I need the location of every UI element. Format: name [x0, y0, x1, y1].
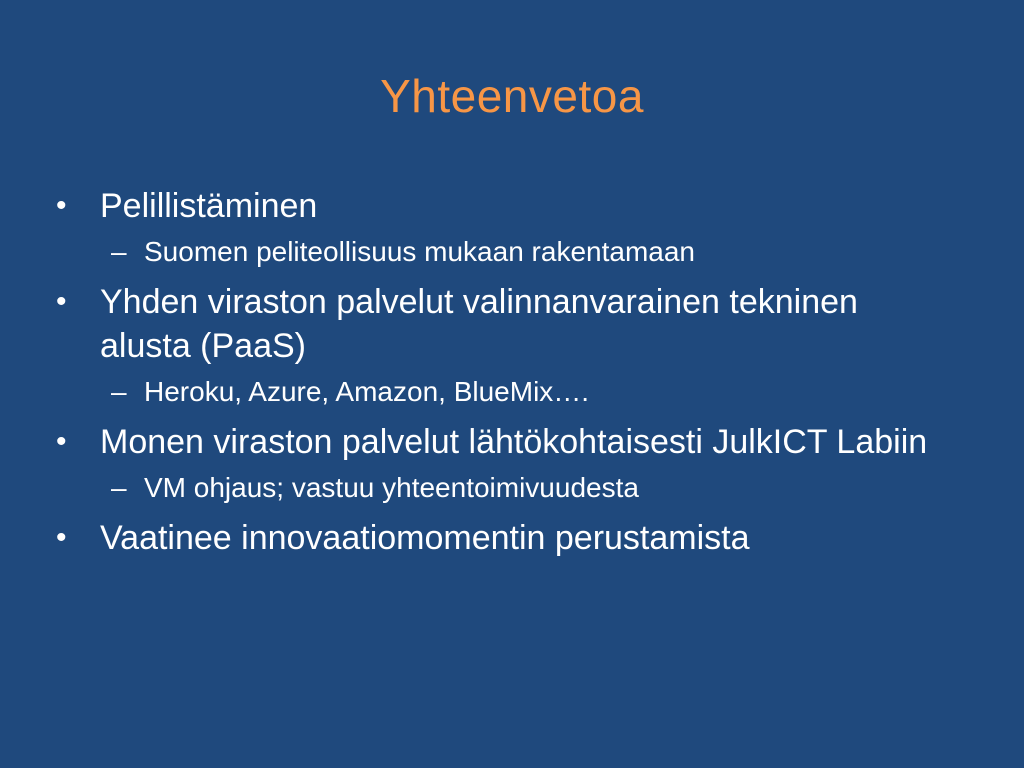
- bullet-text: Monen viraston palvelut lähtökohtaisesti JulkICT Labiin: [100, 423, 928, 461]
- dash-icon: –: [111, 472, 127, 503]
- bullet-icon: •: [56, 285, 67, 318]
- sub-item-2: [56, 372, 956, 412]
- bullet-text: Pelillistäminen: [100, 187, 318, 225]
- dash-icon: –: [111, 236, 127, 267]
- slide-title: Yhteenvetoa: [380, 70, 644, 122]
- bullet-item-3: [56, 420, 956, 464]
- bullet-item-1: [56, 184, 956, 228]
- bullet-text: Vaatinee innovaatiomomentin perustamista: [100, 519, 750, 557]
- bullet-item-4: [56, 516, 956, 560]
- sub-item-1: [56, 232, 956, 272]
- bullet-text: Yhden viraston palvelut valinnanvarainen tekninen alusta (PaaS): [100, 283, 858, 365]
- bullet-item-2: [56, 280, 956, 368]
- sub-item-3: [56, 468, 956, 508]
- dash-icon: –: [111, 376, 127, 407]
- bullet-icon: •: [56, 521, 67, 554]
- sub-text: VM ohjaus; vastuu yhteentoimivuudesta: [144, 472, 639, 503]
- sub-text: Heroku, Azure, Amazon, BlueMix….: [144, 376, 590, 407]
- sub-text: Suomen peliteollisuus mukaan rakentamaan: [144, 236, 695, 267]
- bullet-icon: •: [56, 425, 67, 458]
- bullet-icon: •: [56, 189, 67, 222]
- bullet-list: [56, 184, 956, 560]
